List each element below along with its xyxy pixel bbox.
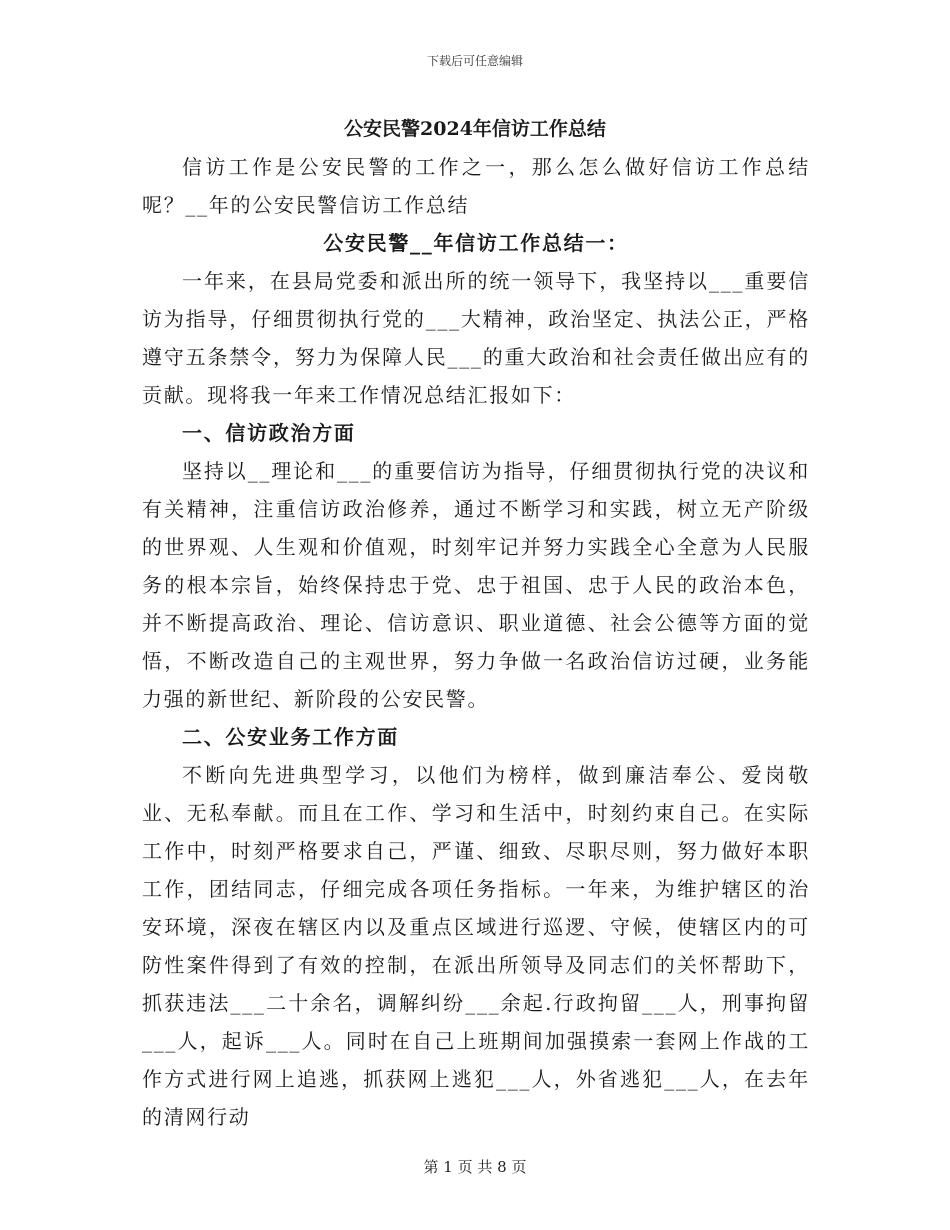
opening-paragraph: 一年来，在县局党委和派出所的统一领导下，我坚持以___重要信访为指导，仔细贯彻执行党的___大精神，政治坚定、执法公正，严格遵守五条禁令，努力为保障人民___的重大政治和社会责任做出应有的贡献。现将我一年来工作情况总结汇报如下： [142,269,810,407]
section-heading-politics: 一、信访政治方面 [182,421,356,445]
intro-paragraph: 信访工作是公安民警的工作之一，那么怎么做好信访工作总结呢？__年的公安民警信访工作总结 [142,155,810,217]
section-heading-police-work: 二、公安业务工作方面 [182,725,399,749]
page-number: 第 1 页 共 8 页 [423,1158,527,1176]
document-title: 公安民警2024年信访工作总结 [344,118,606,140]
document-body [142,148,810,1136]
download-note: 下载后可任意编辑 [426,54,523,68]
politics-paragraph: 坚持以__理论和___的重要信访为指导，仔细贯彻执行党的决议和有关精神，注重信访政治修养，通过不断学习和实践，树立无产阶级的世界观、人生观和价值观，时刻牢记并努力实践全心全意为人民服务的根本宗旨，始终保持忠于党、忠于祖国、忠于人民的政治本色，并不断提高政治、理论、信访意识、职业道德、社会公德等方面的觉悟，不断改造自己的主观世界，努力争做一名政治信访过硬，业务能力强的新世纪、新阶段的公安民警。 [142,459,810,711]
police-work-paragraph: 不断向先进典型学习，以他们为榜样，做到廉洁奉公、爱岗敬业、无私奉献。而且在工作、学习和生活中，时刻约束自己。在实际工作中，时刻严格要求自己，严谨、细致、尽职尽则，努力做好本职工作，团结同志，仔细完成各项任务指标。一年来，为维护辖区的治安环境，深夜在辖区内以及重点区域进行巡逻、守候，使辖区内的可防性案件得到了有效的控制，在派出所领导及同志们的关怀帮助下，抓获违法___二十余名，调解纠纷___余起.行政拘留___人，刑事拘留___人，起诉___人。同时在自己上班期间加强摸索一套网上作战的工作方式进行网上追逃，抓获网上逃犯___人，外省逃犯___人，在去年的清网行动 [142,763,810,1129]
summary-subtitle: 公安民警__年信访工作总结一： [323,231,629,255]
